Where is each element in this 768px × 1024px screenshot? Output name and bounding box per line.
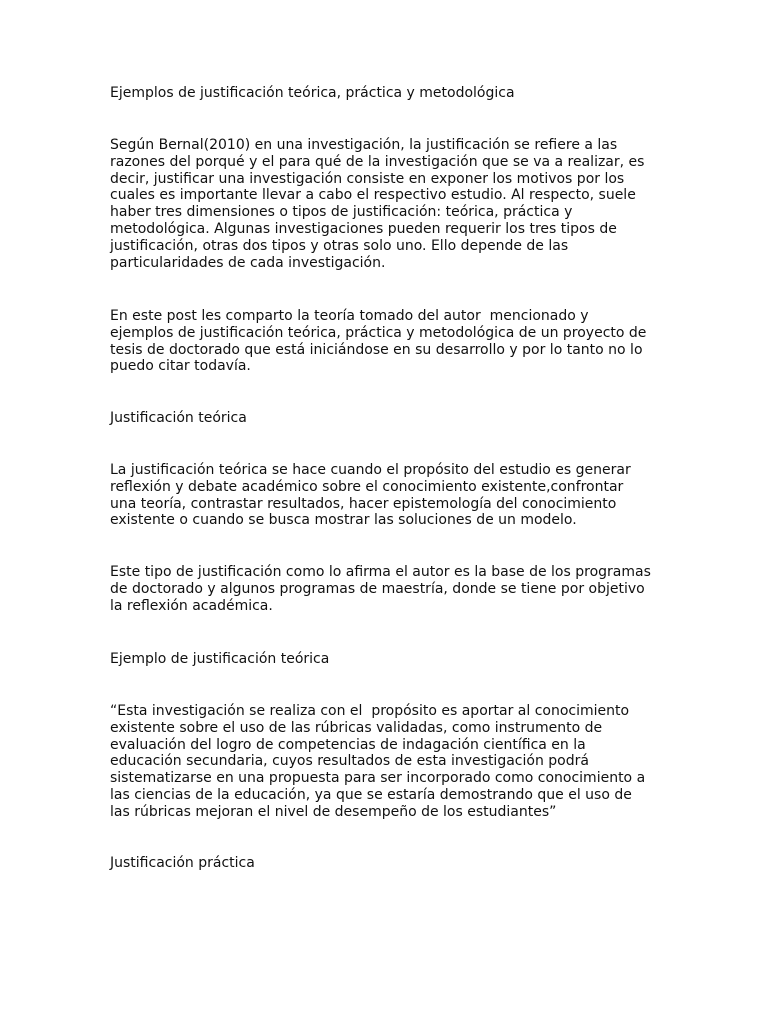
paragraph-line: particularidades de cada investigación. <box>110 254 386 271</box>
heading-ejemplo-teorica <box>110 651 670 668</box>
heading-text: Justificación práctica <box>110 855 255 871</box>
paragraph-line: Según Bernal(2010) en una investigación, la justificación se refiere a las <box>110 137 618 153</box>
ejemplo-teorica-quote <box>110 703 670 821</box>
paragraph-line: decir, justificar una investigación consiste en exponer los motivos por los <box>110 170 625 187</box>
intro-paragraph <box>110 137 670 271</box>
teorica-paragraph-2 <box>110 564 670 614</box>
heading-text: Justificación teórica <box>110 410 247 426</box>
title-text: Ejemplos de justificación teórica, práctica y metodológica <box>110 85 515 101</box>
teorica-paragraph-1 <box>110 462 670 529</box>
paragraph-line: haber tres dimensiones o tipos de justificación: teórica, práctica y <box>110 204 573 221</box>
heading-justificacion-practica <box>110 855 670 872</box>
paragraph-line: “Esta investigación se realiza con el propósito es aportar al conocimiento <box>110 703 630 719</box>
paragraph-line: la reflexión académica. <box>110 597 273 614</box>
paragraph-line: metodológica. Algunas investigaciones pueden requerir los tres tipos de <box>110 220 617 237</box>
paragraph-line: En este post les comparto la teoría tomado del autor mencionado y <box>110 308 589 324</box>
paragraph-line: reflexión y debate académico sobre el conocimiento existente,confrontar <box>110 478 624 495</box>
paragraph-line: tesis de doctorado que está iniciándose en su desarrollo y por lo tanto no lo <box>110 341 643 358</box>
paragraph-line: de doctorado y algunos programas de maestría, donde se tiene por objetivo <box>110 580 645 597</box>
paragraph-line: existente o cuando se busca mostrar las soluciones de un modelo. <box>110 512 577 529</box>
paragraph-line: cuales es importante llevar a cabo el respectivo estudio. Al respecto, suele <box>110 187 636 204</box>
paragraph-line: La justificación teórica se hace cuando el propósito del estudio es generar <box>110 462 631 478</box>
paragraph-line: evaluación del logro de competencias de indagación científica en la <box>110 736 586 753</box>
paragraph-line: educación secundaria, cuyos resultados de esta investigación podrá <box>110 753 589 770</box>
paragraph-line: las rúbricas mejoran el nivel de desempeño de los estudiantes” <box>110 803 557 820</box>
paragraph-line: una teoría, contrastar resultados, hacer epistemología del conocimiento <box>110 495 617 512</box>
paragraph-line: puedo citar todavía. <box>110 358 251 375</box>
paragraph-line: razones del porqué y el para qué de la investigación que se va a realizar, es <box>110 153 645 170</box>
paragraph-line: las ciencias de la educación, ya que se estaría demostrando que el uso de <box>110 786 632 803</box>
heading-justificacion-teorica <box>110 410 670 427</box>
document-title <box>110 85 670 102</box>
paragraph-line: ejemplos de justificación teórica, práctica y metodológica de un proyecto de <box>110 324 647 341</box>
post-paragraph <box>110 308 670 375</box>
paragraph-line: existente sobre el uso de las rúbricas validadas, como instrumento de <box>110 719 603 736</box>
paragraph-line: sistematizarse en una propuesta para ser incorporado como conocimiento a <box>110 770 646 787</box>
paragraph-line: justificación, otras dos tipos y otras solo uno. Ello depende de las <box>110 237 569 254</box>
paragraph-line: Este tipo de justificación como lo afirma el autor es la base de los programas <box>110 564 651 580</box>
heading-text: Ejemplo de justificación teórica <box>110 651 330 667</box>
